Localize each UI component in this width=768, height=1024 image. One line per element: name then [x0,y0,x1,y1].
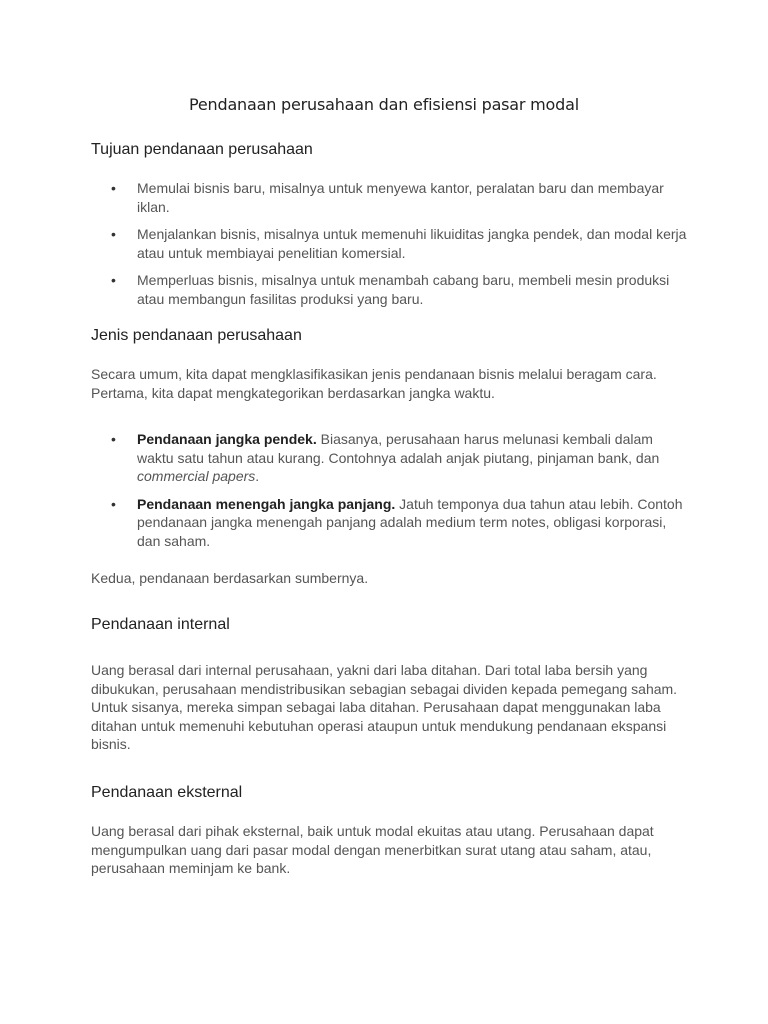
list-item [91,495,691,551]
bullet-icon: • [111,180,116,196]
paragraph-jenis-outro: Kedua, pendanaan berdasarkan sumbernya. [91,570,369,586]
bullet-icon: • [111,272,116,288]
document-title: Pendanaan perusahaan dan efisiensi pasar modal [189,95,579,114]
list-item-bold: Pendanaan jangka pendek. [137,431,317,447]
list-item-bold: Pendanaan menengah jangka panjang. [137,495,396,512]
heading-eksternal: Pendanaan eksternal [91,784,243,801]
bullet-icon: • [111,431,116,447]
list-tujuan [91,179,691,308]
list-item-text: Biasanya, perusahaan harus melunasi kembali dalam waktu satu tahun atau kurang. Contohnya adalah anjak piutang, pinjaman bank, dan [137,431,660,466]
heading-internal: Pendanaan internal [91,616,230,633]
list-item-text: Menjalankan bisnis, misalnya untuk memenuhi likuiditas jangka pendek, dan modal kerja atau untuk membiayai penelitian komersial. [137,226,687,261]
bullet-icon: • [111,495,116,512]
heading-jenis: Jenis pendanaan perusahaan [91,327,302,344]
list-item [91,225,691,262]
list-item [91,430,691,486]
list-item-text: Memulai bisnis baru, misalnya untuk menyewa kantor, peralatan baru dan membayar iklan. [137,180,664,215]
list-item-italic: commercial papers [137,468,256,484]
list-jenis [91,430,691,550]
paragraph-jenis-intro: Secara umum, kita dapat mengklasifikasikan jenis pendanaan bisnis melalui beragam cara. Pertama, kita dapat mengkategorikan berdasarkan jangka waktu. [91,366,657,401]
bullet-icon: • [111,226,116,242]
list-item [91,271,691,308]
heading-tujuan: Tujuan pendanaan perusahaan [91,141,313,158]
list-item-end: . [255,468,260,484]
paragraph-eksternal: Uang berasal dari pihak eksternal, baik untuk modal ekuitas atau utang. Perusahaan dapat mengumpulkan uang dari pasar modal dengan menerbitkan surat utang atau saham, atau, perusahaan meminjam ke bank. [91,823,654,876]
paragraph-internal: Uang berasal dari internal perusahaan, yakni dari laba ditahan. Dari total laba bersih yang dibukukan, perusahaan mendistribusikan sebagian sebagai dividen kepada pemegang saham. Untuk sisanya, mereka simpan sebagai laba ditahan. Perusahaan dapat menggunakan laba ditahan untuk memenuhi kebutuhan operasi ataupun untuk mendukung pendanaan ekspansi bisnis. [91,662,678,752]
list-item [91,179,691,216]
list-item-text: Jatuh temponya dua tahun atau lebih. Contoh pendanaan jangka menengah panjang adalah medium term notes, obligasi korporasi, dan saham. [137,495,683,549]
list-item-text: Memperluas bisnis, misalnya untuk menambah cabang baru, membeli mesin produksi atau membangun fasilitas produksi yang baru. [137,272,670,307]
